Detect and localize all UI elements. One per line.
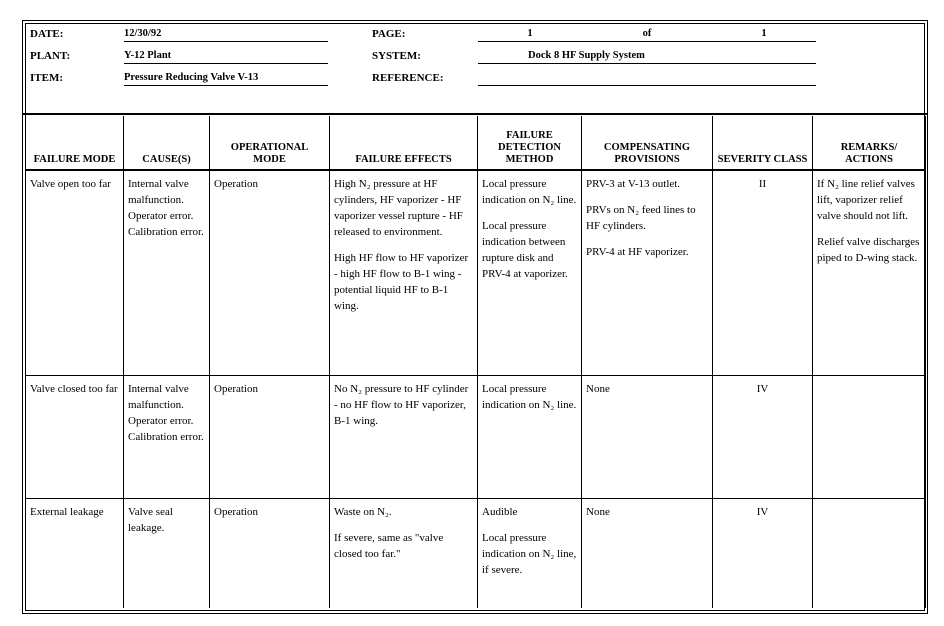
detection-text: Audible (482, 505, 518, 518)
plant-value: Y-12 Plant (124, 49, 328, 64)
table-row (26, 375, 926, 498)
detection-method-cell (478, 498, 582, 608)
severity-class-cell: IV (713, 375, 813, 498)
item-label: ITEM: (30, 72, 63, 84)
detection-text: Local pressure indication on N₂ line, if severe. (482, 531, 577, 576)
header-separator (22, 113, 928, 115)
col-detection-method: FAILURE DETECTION METHOD (478, 116, 582, 170)
page-total: 1 (712, 27, 816, 42)
remarks-cell (813, 170, 926, 375)
failure-effects-cell (330, 498, 478, 608)
severity-class-cell: IV (713, 498, 813, 608)
detection-text: Local pressure indication between rupture disk and PRV-4 at vaporizer. (482, 220, 568, 280)
provisions-text: PRV-4 at HF vaporizer. (586, 246, 689, 258)
col-severity-class: SEVERITY CLASS (713, 116, 813, 170)
date-label: DATE: (30, 28, 64, 40)
date-value: 12/30/92 (124, 27, 328, 42)
failure-mode-cell: Valve closed too far (26, 375, 124, 498)
effects-text: Waste on N₂. (334, 505, 392, 518)
causes-cell: Valve seal leakage. (124, 498, 210, 608)
col-causes: CAUSE(S) (124, 116, 210, 170)
item-value: Pressure Reducing Valve V-13 (124, 71, 328, 86)
table-row (26, 498, 926, 608)
provisions-text: PRVs on N₂ feed lines to HF cylinders. (586, 204, 696, 232)
remarks-text: If N₂ line relief valves lift, vaporizer relief valve should not lift. (817, 178, 915, 222)
failure-mode-cell: Valve open too far (26, 170, 124, 375)
effects-text: High HF flow to HF vaporizer - high HF flow to B-1 wing - potential liquid HF to B-1 wing. (334, 252, 469, 312)
reference-value (478, 71, 816, 86)
col-failure-effects: FAILURE EFFECTS (330, 116, 478, 170)
compensating-provisions-cell (582, 170, 713, 375)
col-operational-mode: OPERATIONAL MODE (210, 116, 330, 170)
failure-effects-cell (330, 170, 478, 375)
detection-method-cell (478, 170, 582, 375)
page-of: of (582, 27, 712, 42)
col-failure-mode: FAILURE MODE (26, 116, 124, 170)
failure-effects-cell: No N₂ pressure to HF cylinder - no HF flow to HF vaporizer, B-1 wing. (330, 375, 478, 498)
page-number: 1 (478, 27, 582, 42)
system-label: SYSTEM: (372, 50, 421, 62)
effects-text: High N₂ pressure at HF cylinders, HF vaporizer - HF vaporizer vessel rupture - HF released to environment. (334, 178, 463, 238)
remarks-cell (813, 498, 926, 608)
detection-text: Local pressure indication on N₂ line. (482, 178, 577, 206)
remarks-cell (813, 375, 926, 498)
detection-method-cell: Local pressure indication on N₂ line. (478, 375, 582, 498)
plant-label: PLANT: (30, 50, 71, 62)
operational-mode-cell: Operation (210, 170, 330, 375)
effects-text: If severe, same as "valve closed too far." (334, 531, 444, 560)
reference-label: REFERENCE: (372, 72, 444, 84)
column-header-row (26, 116, 926, 170)
remarks-text: Relief valve discharges piped to D-wing stack. (817, 236, 920, 264)
system-value: Dock 8 HF Supply System (478, 49, 816, 64)
page-label: PAGE: (372, 28, 406, 40)
operational-mode-cell: Operation (210, 498, 330, 608)
causes-cell: Internal valve malfunction. Operator error. Calibration error. (124, 375, 210, 498)
table-row (26, 170, 926, 375)
fmea-table (25, 116, 926, 608)
operational-mode-cell: Operation (210, 375, 330, 498)
col-remarks-actions: REMARKS/ ACTIONS (813, 116, 926, 170)
severity-class-cell: II (713, 170, 813, 375)
causes-cell: Internal valve malfunction. Operator error. Calibration error. (124, 170, 210, 375)
provisions-text: PRV-3 at V-13 outlet. (586, 178, 681, 190)
failure-mode-cell: External leakage (26, 498, 124, 608)
compensating-provisions-cell: None (582, 498, 713, 608)
col-compensating-provisions: COMPENSATING PROVISIONS (582, 116, 713, 170)
compensating-provisions-cell: None (582, 375, 713, 498)
